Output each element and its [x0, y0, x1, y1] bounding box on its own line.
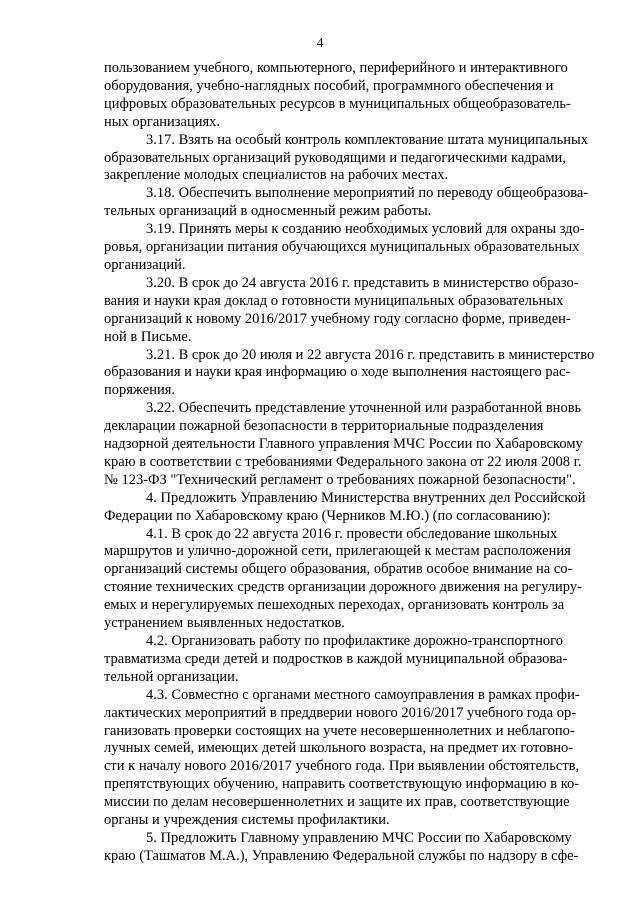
text-line: устранением выявленных недостатков.	[104, 615, 345, 632]
text-line: краю в соответствии с требованиями Федерального закона от 22 июля 2008 г.	[104, 453, 582, 470]
paragraph	[104, 60, 571, 132]
document-body	[104, 60, 595, 866]
text-line: Федерации по Хабаровскому краю (Черников М.Ю.) (по согласованию):	[104, 507, 551, 524]
text-line: № 123-ФЗ "Технический регламент о требованиях пожарной безопасности".	[104, 471, 576, 488]
text-line: 5. Предложить Главному управлению МЧС России по Хабаровскому	[146, 829, 572, 846]
text-line: организаций к новому 2016/2017 учебному году согласно форме, приведен-	[104, 310, 571, 327]
paragraph	[104, 489, 586, 526]
paragraph	[104, 829, 579, 866]
text-line: миссии по делам несовершеннолетних и защите их прав, соответствующие	[104, 794, 570, 811]
text-line: поряжения.	[104, 382, 176, 399]
text-line: 4.3. Совместно с органами местного самоуправления в рамках профи-	[146, 686, 580, 703]
text-line: оборудования, учебно-наглядных пособий, программного обеспечения и	[104, 77, 554, 94]
text-line: маршрутов и улично-дорожной сети, прилегающей к местам расположения	[104, 543, 571, 560]
text-line: 3.20. В срок до 24 августа 2016 г. представить в министерство образо-	[146, 274, 579, 291]
text-line: сти к началу нового 2016/2017 учебного года. При выявлении обстоятельств,	[104, 758, 580, 775]
text-line: 4. Предложить Управлению Министерства внутренних дел Российской	[146, 489, 586, 506]
text-line: 4.2. Организовать работу по профилактике дорожно-транспортного	[146, 633, 564, 649]
text-line: образования и науки края информацию о ходе выполнения настоящего рас-	[104, 364, 571, 381]
text-line: организаций системы общего образования, обратив особое внимание на со-	[104, 561, 573, 578]
text-line: краю (Ташматов М.А.), Управлению Федеральной службы по надзору в сфе-	[104, 847, 579, 864]
text-line: препятствующих обучению, направить соответствующую информацию в ко-	[104, 776, 580, 793]
text-line: 3.21. В срок до 20 июля и 22 августа 2016 г. представить в министерство	[146, 346, 595, 363]
text-line: 3.17. Взять на особый контроль комплектование штата муниципальных	[146, 131, 589, 148]
text-line: 3.19. Принять меры к созданию необходимых условий для охраны здо-	[146, 221, 585, 238]
text-line: надзорной деятельности Главного управления МЧС России по Хабаровскому	[104, 436, 583, 453]
text-line: лактических мероприятий в преддверии нового 2016/2017 учебного года ор-	[104, 704, 577, 721]
paragraph	[104, 274, 579, 347]
paragraph	[104, 633, 568, 687]
page-number: 4	[316, 35, 324, 50]
paragraph	[104, 686, 580, 830]
text-line: ной в Письме.	[104, 328, 192, 345]
text-line: тельных организаций в односменный режим работы.	[104, 203, 432, 220]
paragraph	[104, 400, 583, 490]
text-line: 3.18. Обеспечить выполнение мероприятий по переводу общеобразова-	[146, 185, 589, 202]
text-line: вания и науки края доклад о готовности муниципальных образовательных	[104, 292, 564, 309]
text-line: закрепление молодых специалистов на рабочих местах.	[104, 167, 449, 184]
text-line: организаций.	[104, 256, 186, 273]
text-line: цифровых образовательных ресурсов в муниципальных общеобразователь-	[104, 95, 571, 112]
text-line: травматизма среди детей и подростков в каждой муниципальной образова-	[104, 650, 568, 667]
text-line: декларации пожарной безопасности в территориальные подразделения	[104, 418, 544, 435]
text-line: лучных семей, имеющих детей школьного возраста, на предмет их готовно-	[104, 740, 574, 757]
text-line: ных организациях.	[104, 113, 221, 130]
text-line: 4.1. В срок до 22 августа 2016 г. провести обследование школьных	[146, 525, 558, 542]
text-line: тельной организации.	[104, 668, 239, 685]
text-line: 3.22. Обеспечить представление уточненной или разработанной вновь	[146, 400, 582, 417]
text-line: органы и учреждения системы профилактики.	[104, 812, 390, 829]
paragraph	[104, 131, 589, 186]
text-line: ровья, организации питания обучающихся муниципальных образовательных	[104, 239, 580, 256]
paragraph	[104, 346, 595, 401]
text-line: образовательных организаций руководящими и педагогическими кадрами,	[104, 149, 566, 166]
paragraph	[104, 525, 582, 633]
text-line: стояние технических средств организации дорожного движения на регулиру-	[104, 579, 582, 596]
text-line: пользованием учебного, компьютерного, периферийного и интерактивного	[104, 60, 568, 76]
text-line: ганизовать проверки состоящих на учете несовершеннолетних и неблагопо-	[104, 722, 575, 739]
text-line: емых и нерегулируемых пешеходных переходах, организовать контроль за	[104, 597, 565, 614]
paragraph	[104, 221, 585, 275]
paragraph	[104, 185, 589, 221]
